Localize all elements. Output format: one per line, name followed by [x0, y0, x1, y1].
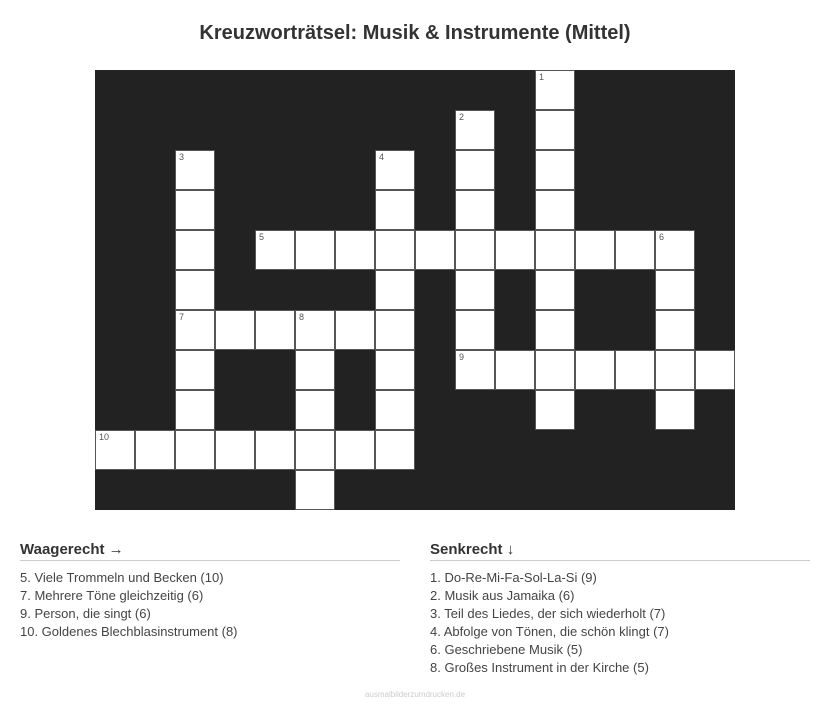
grid-cell[interactable]: [655, 310, 695, 350]
across-clue-list: [20, 569, 400, 641]
down-clue: 8. Großes Instrument in der Kirche (5): [430, 660, 649, 675]
grid-cell[interactable]: [615, 350, 655, 390]
grid-cell[interactable]: [375, 150, 415, 190]
grid-cell[interactable]: [655, 390, 695, 430]
down-clue-list: [430, 569, 810, 677]
page-title: Kreuzworträtsel: Musik & Instrumente (Mittel): [199, 22, 631, 44]
grid-cell[interactable]: [335, 310, 375, 350]
grid-cell[interactable]: [295, 470, 335, 510]
clue-number: 9: [459, 352, 465, 362]
grid-cell[interactable]: [375, 190, 415, 230]
grid-cell[interactable]: [175, 430, 215, 470]
grid-cell[interactable]: [535, 310, 575, 350]
across-clue: 7. Mehrere Töne gleichzeitig (6): [20, 588, 204, 603]
down-heading: Senkrecht ↓: [430, 540, 810, 561]
down-clue: 6. Geschriebene Musik (5): [430, 642, 583, 657]
grid-cell[interactable]: [375, 230, 415, 270]
grid-cell[interactable]: [255, 230, 295, 270]
clue-number: 4: [379, 152, 385, 162]
grid-cell[interactable]: [175, 390, 215, 430]
grid-cell[interactable]: [575, 350, 615, 390]
clue-number: 10: [99, 432, 110, 442]
grid-cell[interactable]: [295, 350, 335, 390]
grid-cell[interactable]: [375, 350, 415, 390]
across-clue: 5. Viele Trommeln und Becken (10): [20, 570, 224, 585]
across-clue: 10. Goldenes Blechblasinstrument (8): [20, 624, 238, 639]
clue-number: 1: [539, 72, 545, 82]
grid-cell[interactable]: [535, 390, 575, 430]
grid-cell[interactable]: [255, 430, 295, 470]
across-clues: [20, 540, 400, 641]
grid-cell[interactable]: [375, 430, 415, 470]
grid-cell[interactable]: [335, 430, 375, 470]
clue-number: 6: [659, 232, 665, 242]
grid-cell[interactable]: [535, 230, 575, 270]
clue-number: 5: [259, 232, 265, 242]
grid-cell[interactable]: [95, 430, 135, 470]
grid-cell[interactable]: [455, 150, 495, 190]
grid-cell[interactable]: [455, 230, 495, 270]
grid-cell[interactable]: [535, 350, 575, 390]
grid-cell[interactable]: [215, 310, 255, 350]
grid-cell[interactable]: [615, 230, 655, 270]
down-clue: 1. Do-Re-Mi-Fa-Sol-La-Si (9): [430, 570, 597, 585]
grid-cell[interactable]: [375, 390, 415, 430]
grid-cell[interactable]: [175, 230, 215, 270]
across-heading: Waagerecht →: [20, 540, 400, 561]
grid-cell[interactable]: [175, 190, 215, 230]
grid-cell[interactable]: [455, 310, 495, 350]
grid-cell[interactable]: [295, 310, 335, 350]
clue-number: 3: [179, 152, 185, 162]
grid-cell[interactable]: [535, 150, 575, 190]
footer-credit: ausmalbilderzumdrucken.de: [364, 690, 466, 699]
grid-cell[interactable]: [535, 190, 575, 230]
grid-cell[interactable]: [295, 430, 335, 470]
grid-cell[interactable]: [495, 350, 535, 390]
grid-cell[interactable]: [415, 230, 455, 270]
across-clue: 9. Person, die singt (6): [20, 606, 151, 621]
grid-cell[interactable]: [255, 310, 295, 350]
grid-cell[interactable]: [575, 230, 615, 270]
grid-cell[interactable]: [175, 270, 215, 310]
clue-number: 2: [459, 112, 465, 122]
down-clue: 3. Teil des Liedes, der sich wiederholt (7): [430, 606, 666, 621]
grid-cell[interactable]: [175, 150, 215, 190]
grid-cell[interactable]: [455, 270, 495, 310]
down-clue: 2. Musik aus Jamaika (6): [430, 588, 575, 603]
crossword-grid: [95, 70, 735, 510]
clue-number: 7: [179, 312, 185, 322]
grid-cell[interactable]: [695, 350, 735, 390]
grid-cell[interactable]: [455, 190, 495, 230]
grid-cell[interactable]: [655, 270, 695, 310]
grid-cell[interactable]: [175, 350, 215, 390]
grid-cell[interactable]: [655, 230, 695, 270]
grid-cell[interactable]: [535, 70, 575, 110]
grid-cell[interactable]: [335, 230, 375, 270]
grid-cell[interactable]: [295, 230, 335, 270]
clue-number: 8: [299, 312, 305, 322]
grid-cell[interactable]: [375, 310, 415, 350]
grid-cell[interactable]: [215, 430, 255, 470]
grid-cell[interactable]: [535, 270, 575, 310]
down-clue: 4. Abfolge von Tönen, die schön klingt (7): [430, 624, 669, 639]
grid-cell[interactable]: [175, 310, 215, 350]
grid-cell[interactable]: [655, 350, 695, 390]
grid-cell[interactable]: [495, 230, 535, 270]
grid-cell[interactable]: [135, 430, 175, 470]
grid-cell[interactable]: [295, 390, 335, 430]
grid-cell[interactable]: [535, 110, 575, 150]
grid-cell[interactable]: [455, 350, 495, 390]
grid-cell[interactable]: [375, 270, 415, 310]
down-clues: [430, 540, 810, 677]
grid-cell[interactable]: [455, 110, 495, 150]
